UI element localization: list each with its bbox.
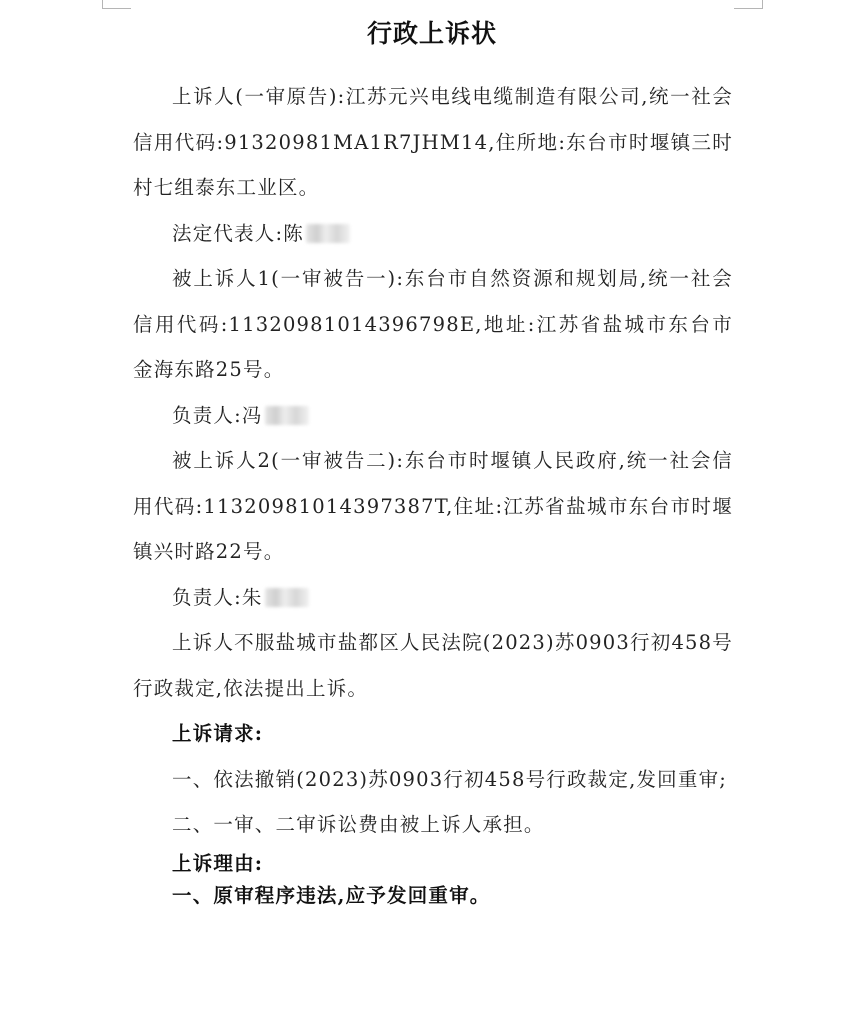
appeal-request-1: 一、依法撤销(2023)苏0903行初458号行政裁定,发回重审; xyxy=(172,767,728,791)
appellee-2-paragraph: 被上诉人2(一审被告二):东台市时堰镇人民政府,统一社会信用代码:11320981014397387T,住址:江苏省盐城市东台市时堰镇兴时路22号。 xyxy=(133,449,733,563)
legal-representative-text: 法定代表人:陈 xyxy=(172,221,304,245)
document-title: 行政上诉状 xyxy=(366,19,497,48)
appellee-2-responsible-text: 负责人:朱 xyxy=(172,585,263,609)
appellee-1-responsible-text: 负责人:冯 xyxy=(172,403,263,427)
appellee-2-responsible-paragraph xyxy=(133,575,733,621)
appeal-statement-paragraph: 上诉人不服盐城市盐都区人民法院(2023)苏0903行初458号行政裁定,依法提出上诉。 xyxy=(133,631,733,700)
legal-representative-paragraph xyxy=(133,211,733,257)
redacted-name xyxy=(265,406,309,425)
appellee-1-responsible-paragraph xyxy=(133,393,733,439)
document-body xyxy=(133,74,733,912)
appellant-paragraph: 上诉人(一审原告):江苏元兴电线电缆制造有限公司,统一社会信用代码:91320981MA1R7JHM14,住所地:东台市时堰镇三时村七组泰东工业区。 xyxy=(133,85,733,199)
redacted-name xyxy=(265,588,309,607)
page-corner-mark-left xyxy=(102,0,131,9)
redacted-name xyxy=(306,224,350,243)
appellee-1-paragraph: 被上诉人1(一审被告一):东台市自然资源和规划局,统一社会信用代码:11320981014396798E,地址:江苏省盐城市东台市金海东路25号。 xyxy=(133,267,733,381)
appeal-request-2: 二、一审、二审诉讼费由被上诉人承担。 xyxy=(172,813,545,836)
appeal-requests-heading: 上诉请求: xyxy=(172,722,264,745)
appeal-reasons-heading: 上诉理由: xyxy=(172,851,264,875)
page-corner-mark-right xyxy=(734,0,763,9)
appeal-reason-1: 一、原审程序违法,应予发回重审。 xyxy=(172,883,491,907)
